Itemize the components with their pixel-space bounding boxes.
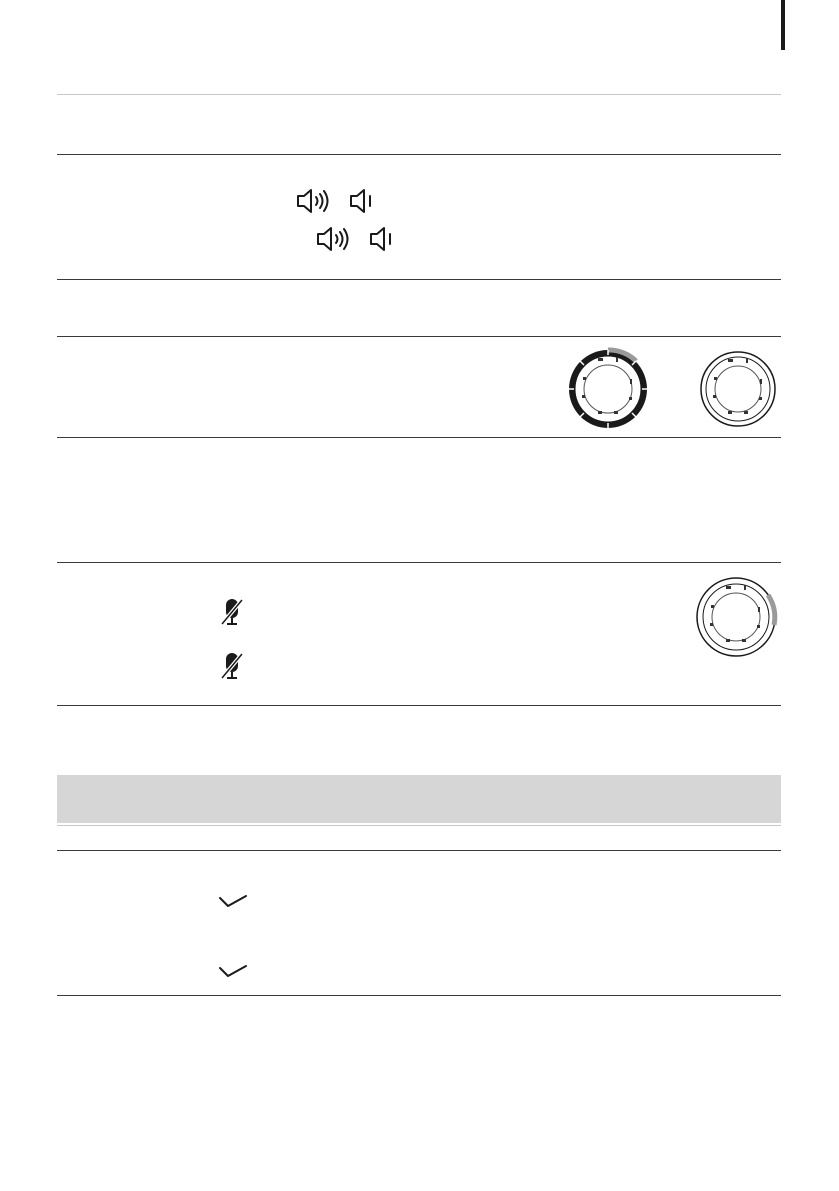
volume-up-icon [316,226,352,252]
volume-down-icon [349,188,377,214]
row-divider [57,850,781,851]
row-divider [57,995,781,996]
volume-down-icon [369,226,397,252]
table-rule [57,825,781,826]
volume-up-icon [296,188,332,214]
table-top-rule [57,94,781,95]
microphone-mute-icon [220,652,244,680]
row-divider [57,705,781,706]
row-divider [57,562,781,563]
speakerphone-ring-illustration [694,575,778,659]
checkmark-icon [218,964,248,982]
row-divider [57,437,781,438]
row-divider [57,279,781,280]
microphone-mute-icon [220,598,244,626]
section-header-band [57,775,781,823]
checkmark-icon [218,894,248,912]
speakerphone-dark-ring-illustration [566,347,650,431]
row-divider [57,336,781,337]
row-divider [57,154,781,155]
speakerphone-ring-illustration [698,349,778,429]
page-edge-tab [781,0,785,50]
